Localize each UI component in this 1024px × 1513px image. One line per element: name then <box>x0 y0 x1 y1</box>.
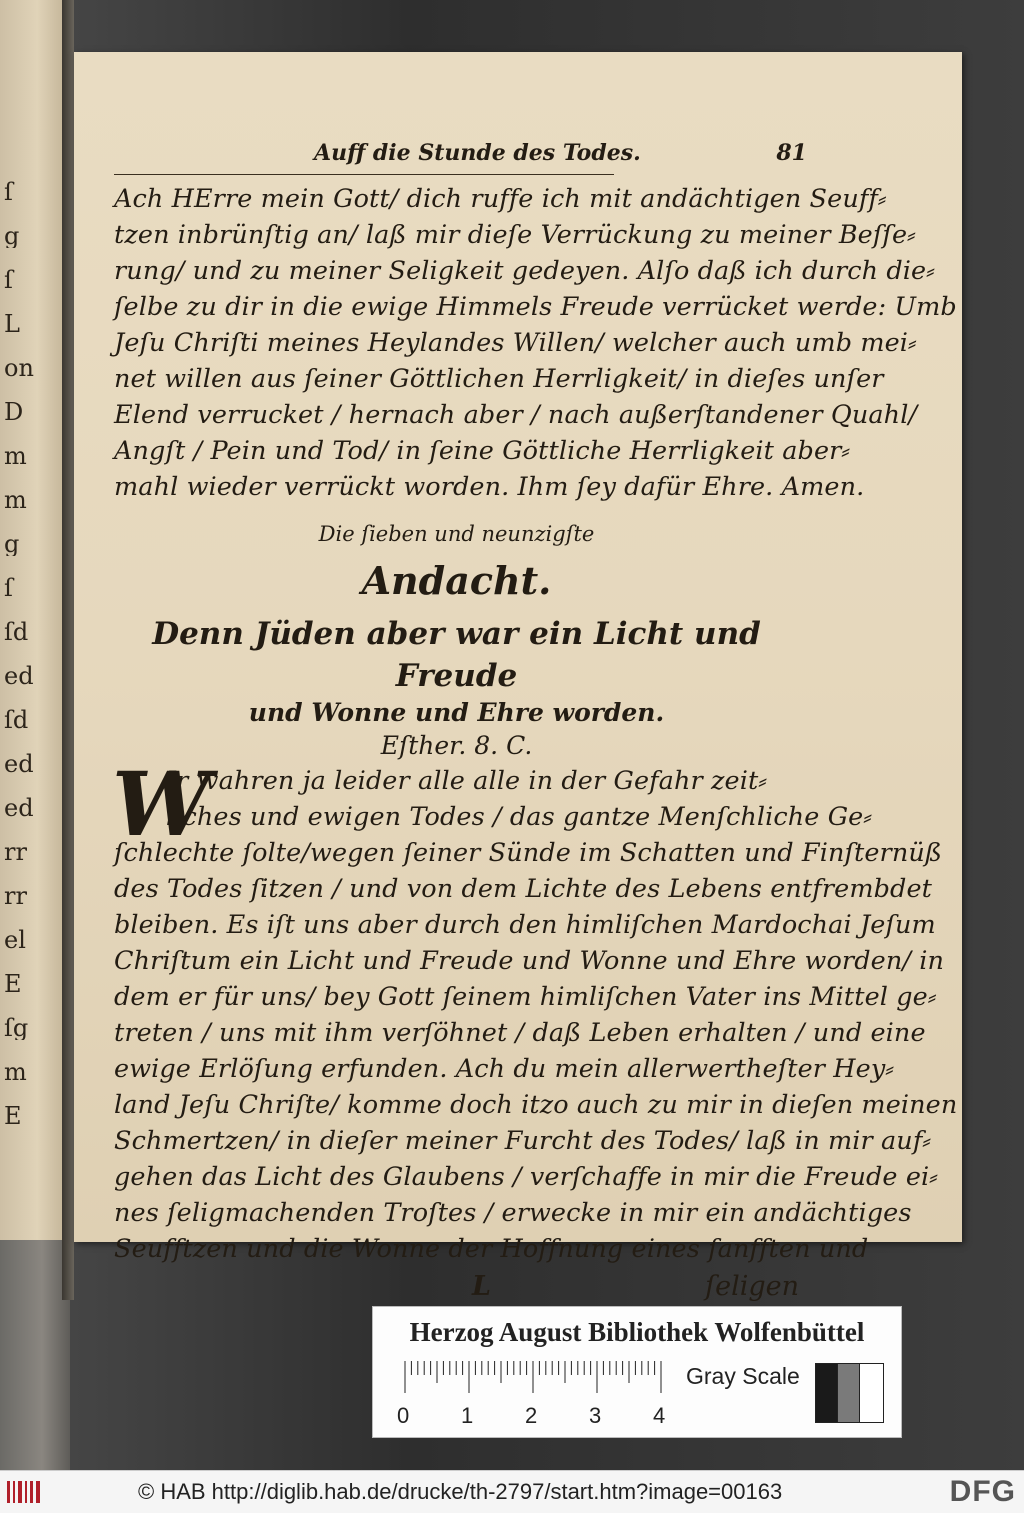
running-header <box>114 140 807 174</box>
prev-page-fragment: ſg <box>4 1016 29 1040</box>
library-name: Herzog August Bibliothek Wolfenbüttel <box>409 1317 865 1347</box>
prev-page-fragment: m <box>4 1060 27 1084</box>
text-line: rung/ und zu meiner Seligkeit gedeyen. Alſo daß ich durch die⸗ <box>114 256 935 286</box>
meditation-paragraph <box>112 752 958 1267</box>
text-line: tzen inbrünſtig an/ laß mir dieſe Verrückung zu meiner Beſſe⸗ <box>114 220 916 250</box>
prev-page-fragment: ſd <box>4 620 29 644</box>
text-line: nes ſeligmachenden Troſtes / erwecke in mir ein andächtiges <box>114 1198 912 1228</box>
text-line: des Todes ſitzen / und von dem Lichte des Lebens entfrembdet <box>114 874 932 904</box>
text-line: Schmertzen/ in dieſer meiner Furcht des Todes/ laß in mir auf⸗ <box>114 1126 931 1156</box>
header-rule <box>114 174 614 175</box>
gray-swatch-white <box>859 1363 884 1423</box>
text-line: Chriſtum ein Licht und Freude und Wonne und Ehre worden/ in <box>114 946 945 976</box>
measurement-ruler <box>403 1359 665 1393</box>
prev-page-fragment: ed <box>4 664 34 688</box>
prev-page-fragment: g <box>4 532 20 556</box>
running-title: Auff die Stunde des Todes. <box>314 140 641 166</box>
prev-page-fragment: ed <box>4 796 34 820</box>
text-line: liches und ewigen Todes / das gantze Menſchliche Ge⸗ <box>166 802 872 832</box>
viewer-footer <box>0 1470 1024 1513</box>
book-page <box>74 52 962 1302</box>
text-line: gehen das Licht des Glaubens / verſchaffe in mir die Freude ei⸗ <box>114 1162 938 1192</box>
previous-page-edge <box>0 0 62 1240</box>
ruler-numbers <box>393 1403 693 1433</box>
meditation-text <box>112 752 958 1267</box>
page-text-block <box>112 140 958 1307</box>
prev-page-fragment: E <box>4 972 22 996</box>
ruler-number: 1 <box>461 1403 474 1428</box>
drop-cap: W <box>112 752 211 856</box>
prev-page-fragment: rr <box>4 840 27 864</box>
text-line: Jeſu Chriſti meines Heylandes Willen/ welcher auch umb mei⸗ <box>114 328 917 358</box>
prev-page-fragment: el <box>4 928 26 952</box>
prev-page-fragment: D <box>4 400 24 424</box>
prev-page-fragment: m <box>4 488 27 512</box>
prev-page-fragment: ſ <box>4 180 13 204</box>
text-line: treten / uns mit ihm verſöhnet / daß Leben erhalten / und eine <box>114 1018 926 1048</box>
page-footer-line <box>114 1267 799 1307</box>
text-line: Seufftzen und die Wonne der Hoffnung eines ſanfften und <box>114 1234 869 1264</box>
catchword: ſeligen <box>705 1271 799 1302</box>
text-line: ſchlechte ſolte/wegen ſeiner Sünde im Schatten und Finſternüß <box>114 838 943 868</box>
text-line: Ach HErre mein Gott/ dich ruffe ich mit andächtigen Seuff⸗ <box>114 184 887 214</box>
copyright-url[interactable]: © HAB http://diglib.hab.de/drucke/th-2797/start.htm?image=00163 <box>138 1479 783 1504</box>
text-line: ſelbe zu dir in die ewige Himmels Freude verrücket werde: Umb <box>114 292 957 322</box>
color-reference-card <box>372 1306 902 1438</box>
ruler-number: 3 <box>589 1403 602 1428</box>
dfg-logo: DFG <box>949 1475 1016 1508</box>
prev-page-fragment: on <box>4 356 34 380</box>
text-line: Elend verrucket / hernach aber / nach außerſtandener Quahl/ <box>114 400 918 430</box>
ruler-number: 0 <box>397 1403 410 1428</box>
text-line: net willen aus ſeiner Göttlichen Herrligkeit/ in dieſes unſer <box>114 364 884 394</box>
prev-page-fragment: rr <box>4 884 27 908</box>
prev-page-fragment: E <box>4 1104 22 1128</box>
text-line: land Jeſu Chriſte/ komme doch itzo auch zu mir in dieſen meinen <box>114 1090 958 1120</box>
section-title: Andacht. <box>361 558 552 603</box>
hab-logo-icon <box>6 1479 42 1505</box>
ruler-number: 2 <box>525 1403 538 1428</box>
text-line: Ir wahren ja leider alle alle in der Gefahr zeit⸗ <box>166 766 767 796</box>
verse-line-2: und Wonne und Ehre worden. <box>248 698 665 727</box>
text-line: mahl wieder verrückt worden. Ihm ſey dafür Ehre. Amen. <box>114 472 865 502</box>
gray-scale-label: Gray Scale <box>686 1363 800 1389</box>
book-spine <box>62 0 74 1300</box>
verse-line-1: Denn Jüden aber war ein Licht und Freude <box>152 616 761 694</box>
ruler-number: 4 <box>653 1403 666 1428</box>
verse-reference: Eſther. 8. C. <box>380 731 533 760</box>
prev-page-fragment: ſ <box>4 268 13 292</box>
prev-page-fragment: m <box>4 444 27 468</box>
text-line: dem er für uns/ bey Gott ſeinem himliſchen Vater ins Mittel ge⸗ <box>114 982 937 1012</box>
prev-page-fragment: ſ <box>4 576 13 600</box>
text-line: Angſt / Pein und Tod/ in ſeine Göttliche Herrligkeit aber⸗ <box>114 436 851 466</box>
prev-page-fragment: L <box>4 312 20 336</box>
prev-page-fragment: ſd <box>4 708 29 732</box>
signature-mark: L <box>472 1271 491 1302</box>
text-line: bleiben. Es iſt uns aber durch den himliſchen Mardochai Jeſum <box>114 910 936 940</box>
page-number: 81 <box>776 140 807 166</box>
prev-page-fragment: ed <box>4 752 34 776</box>
prev-page-fragment: g <box>4 224 20 248</box>
prayer-text <box>114 181 957 505</box>
text-line: ewige Erlöſung erfunden. Ach du mein allerwertheſter Hey⸗ <box>114 1054 894 1084</box>
section-subheading: Die ſieben und neunzigſte <box>318 522 595 546</box>
